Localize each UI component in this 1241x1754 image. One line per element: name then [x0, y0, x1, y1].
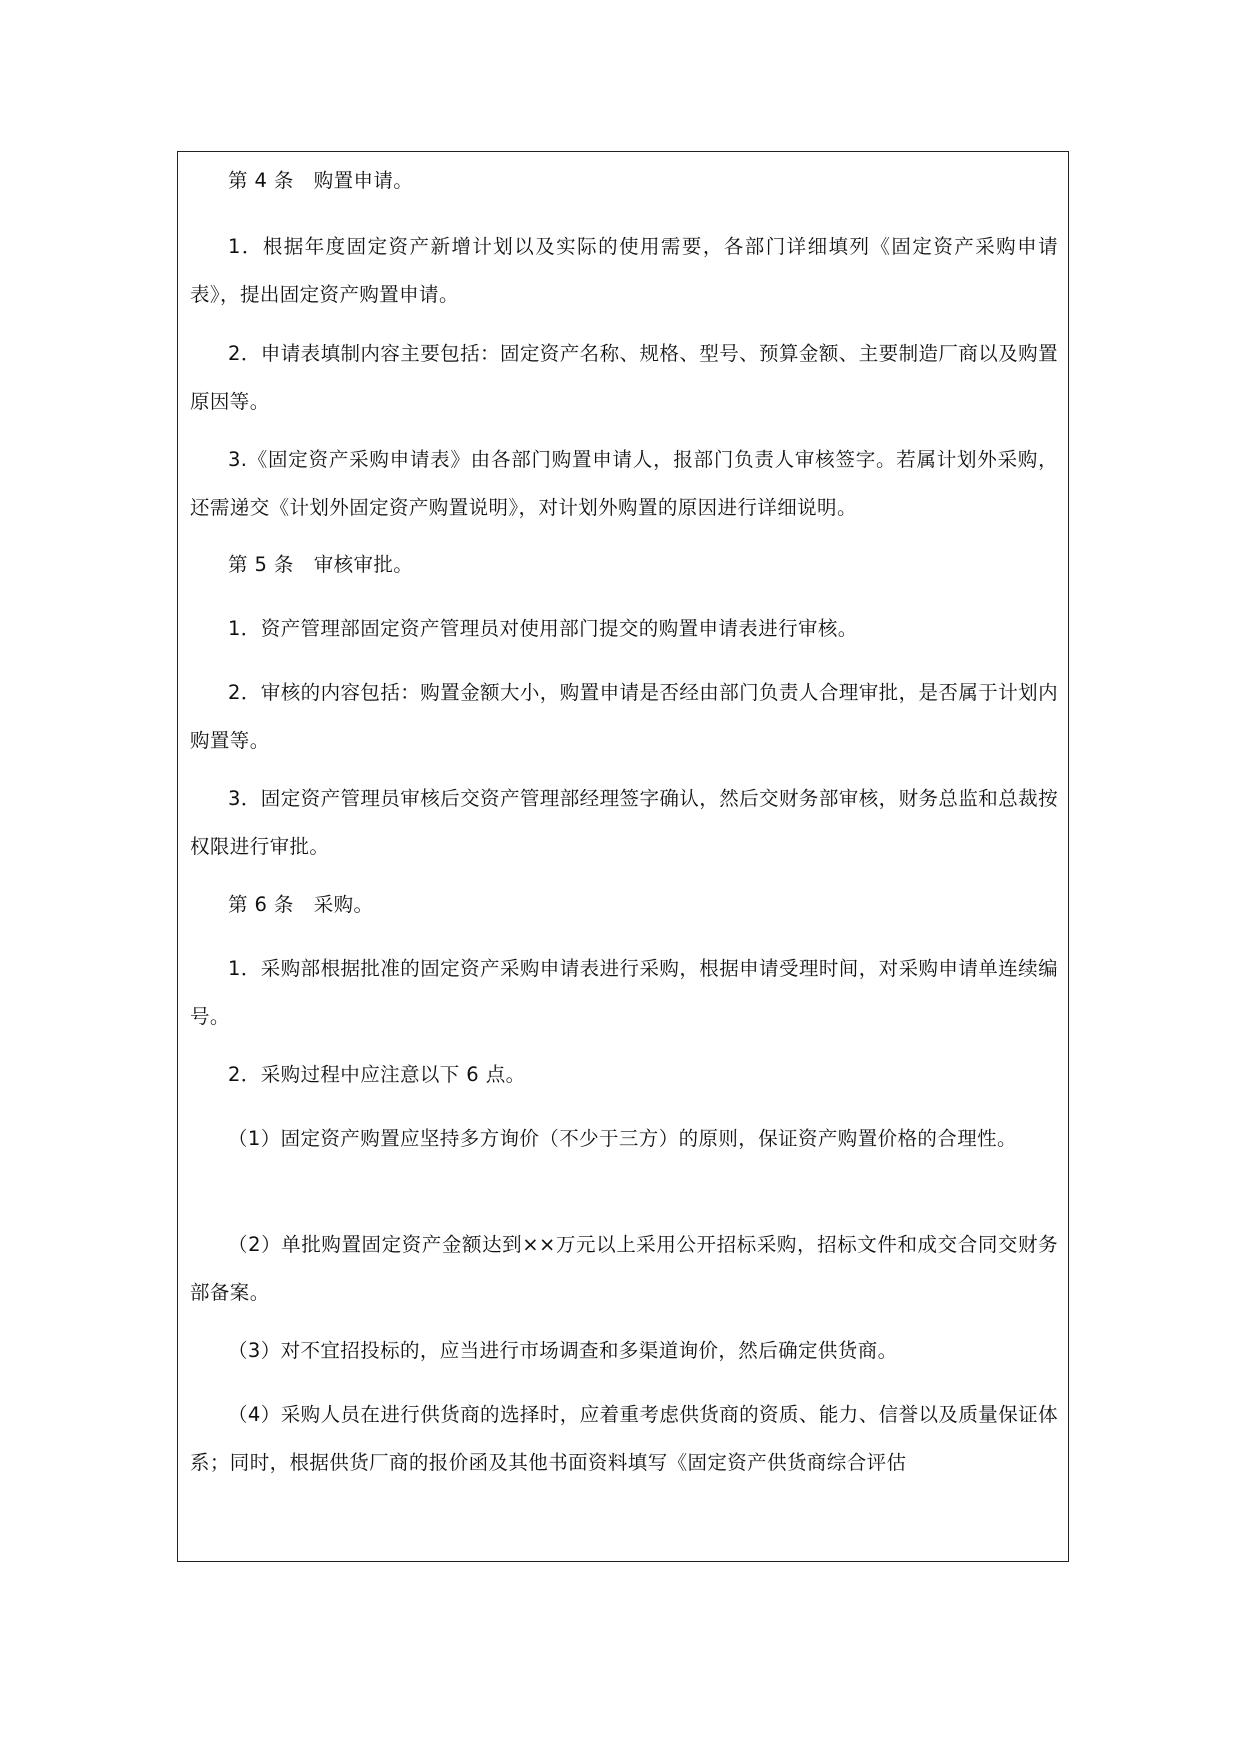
article-4-heading: 第 4 条 购置申请。: [228, 169, 414, 192]
article-6-item-2: （2）单批购置固定资产金额达到××万元以上采用公开招标采购，招标文件和成交合同交财务部备案。: [190, 1233, 1058, 1304]
article-5-paragraph-2: 2．审核的内容包括：购置金额大小，购置申请是否经由部门负责人合理审批，是否属于计划内购置等。: [190, 681, 1058, 752]
article-5-paragraph-3: 3．固定资产管理员审核后交资产管理部经理签字确认，然后交财务部审核，财务总监和总裁按权限进行审批。: [190, 787, 1058, 858]
article-4-paragraph-2: 2．申请表填制内容主要包括：固定资产名称、规格、型号、预算金额、主要制造厂商以及购置原因等。: [190, 342, 1058, 413]
article-6-paragraph-2: 2．采购过程中应注意以下 6 点。: [228, 1063, 526, 1086]
article-5-paragraph-1: 1．资产管理部固定资产管理员对使用部门提交的购置申请表进行审核。: [228, 617, 858, 640]
article-6-item-1: （1）固定资产购置应坚持多方询价（不少于三方）的原则，保证资产购置价格的合理性。: [228, 1127, 1017, 1150]
article-6-item-4: （4）采购人员在进行供货商的选择时，应着重考虑供货商的资质、能力、信誉以及质量保证体系；同时，根据供货厂商的报价函及其他书面资料填写《固定资产供货商综合评估: [190, 1403, 1058, 1474]
article-4-paragraph-3: 3.《固定资产采购申请表》由各部门购置申请人，报部门负责人审核签字。若属计划外采购，还需递交《计划外固定资产购置说明》，对计划外购置的原因进行详细说明。: [190, 448, 1058, 519]
article-6-item-3: （3）对不宜招投标的，应当进行市场调查和多渠道询价，然后确定供货商。: [228, 1339, 898, 1362]
article-4-paragraph-1: 1．根据年度固定资产新增计划以及实际的使用需要，各部门详细填列《固定资产采购申请表》，提出固定资产购置申请。: [190, 235, 1058, 306]
article-6-paragraph-1: 1．采购部根据批准的固定资产采购申请表进行采购，根据申请受理时间，对采购申请单连续编号。: [190, 957, 1058, 1028]
document-table-cell: [177, 151, 1069, 1562]
article-6-heading: 第 6 条 采购。: [228, 893, 374, 916]
article-5-heading: 第 5 条 审核审批。: [228, 553, 414, 576]
